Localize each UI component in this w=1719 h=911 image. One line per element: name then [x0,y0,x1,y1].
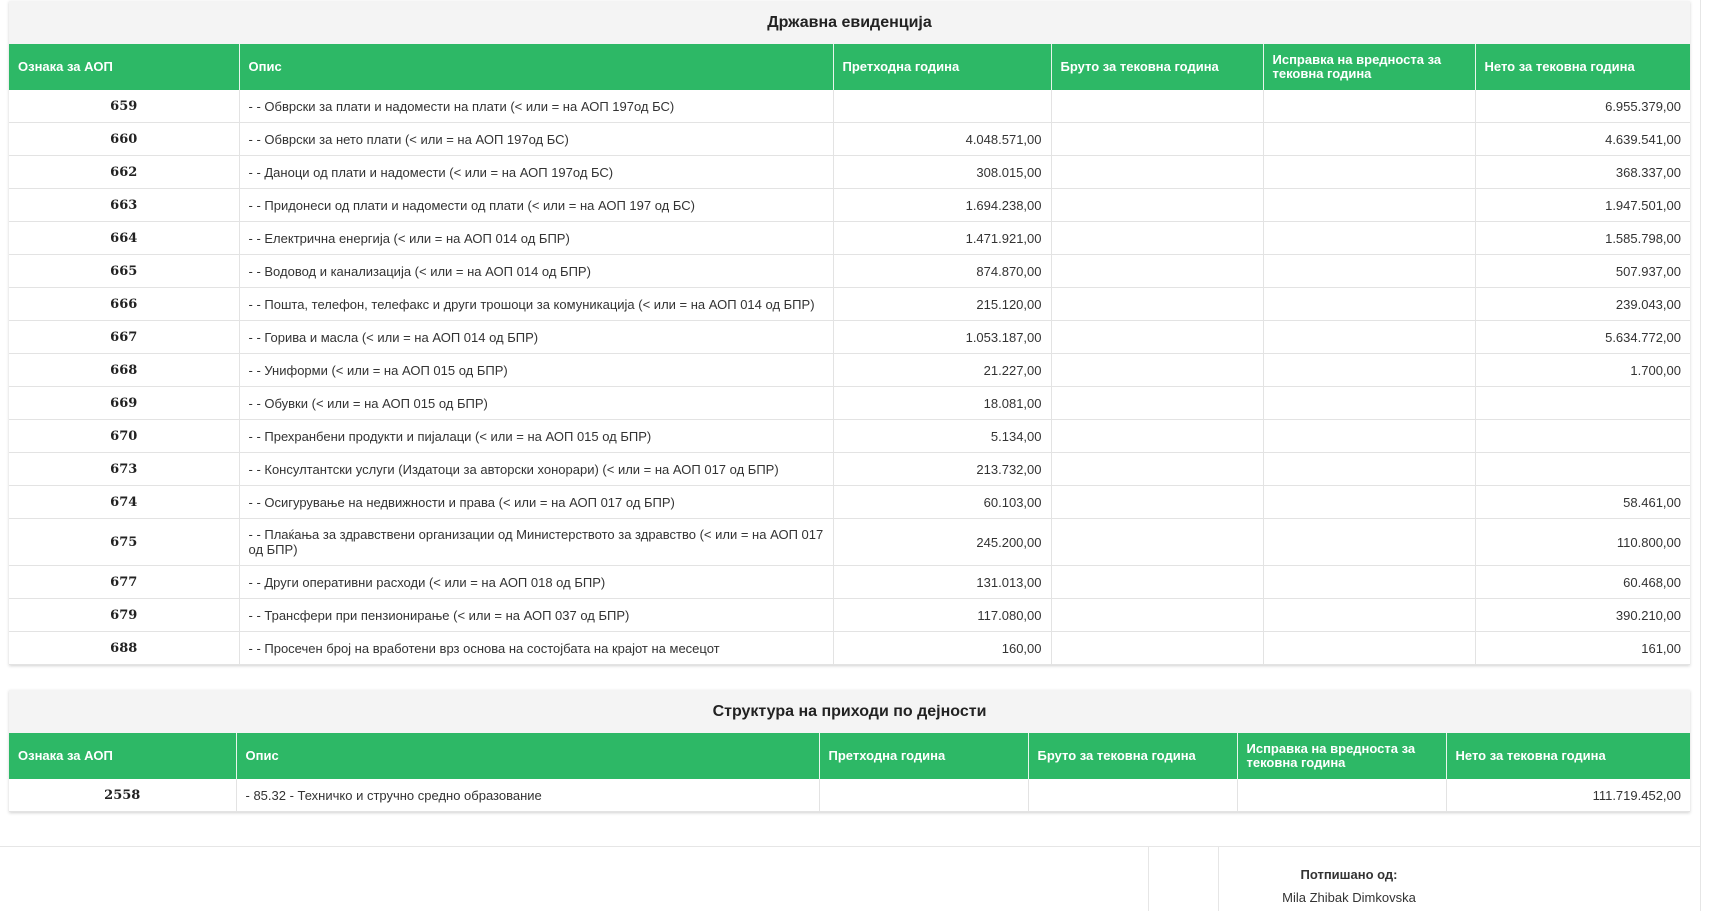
value-correction-cell [1263,519,1475,566]
previous-year-cell: 131.013,00 [833,566,1051,599]
table-row [9,156,1690,189]
net-current-year-cell: 161,00 [1475,632,1690,665]
gross-current-year-cell [1051,486,1263,519]
table-row [9,288,1690,321]
net-current-year-cell: 5.634.772,00 [1475,321,1690,354]
table-row [9,486,1690,519]
value-correction-cell [1263,486,1475,519]
signer-name: Mila Zhibak Dimkovska [1282,890,1416,905]
value-correction-cell [1263,156,1475,189]
previous-year-cell: 21.227,00 [833,354,1051,387]
previous-year-cell: 308.015,00 [833,156,1051,189]
previous-year-cell: 1.471.921,00 [833,222,1051,255]
description-cell: - - Даноци од плати и надомести (< или = на АОП 197од БС) [239,156,833,189]
value-correction-cell [1263,123,1475,156]
value-correction-cell [1263,222,1475,255]
previous-year-cell: 1.053.187,00 [833,321,1051,354]
gross-current-year-cell [1051,453,1263,486]
table-row [9,632,1690,665]
previous-year-cell: 117.080,00 [833,599,1051,632]
description-cell: - 85.32 - Техничко и стручно средно образование [236,779,819,812]
net-current-year-cell: 60.468,00 [1475,566,1690,599]
description-cell: - - Придонеси од плати и надомести од плати (< или = на АОП 197 од БС) [239,189,833,222]
net-current-year-cell: 507.937,00 [1475,255,1690,288]
aop-cell: 688 [9,632,239,665]
net-current-year-cell: 239.043,00 [1475,288,1690,321]
aop-cell: 660 [9,123,239,156]
aop-cell: 673 [9,453,239,486]
gross-current-year-cell [1051,90,1263,123]
gross-current-year-cell [1051,321,1263,354]
state-records-panel [9,1,1690,665]
aop-cell: 662 [9,156,239,189]
previous-year-cell: 60.103,00 [833,486,1051,519]
net-current-year-cell: 1.947.501,00 [1475,189,1690,222]
aop-cell: 674 [9,486,239,519]
gross-current-year-cell [1051,222,1263,255]
section-title: Структура на приходи по дејности [9,690,1690,733]
footer-column-divider [1148,846,1149,911]
col-header-value-correction: Исправка на вредноста за тековна година [1263,44,1475,90]
previous-year-cell: 1.694.238,00 [833,189,1051,222]
table-row [9,519,1690,566]
net-current-year-cell: 111.719.452,00 [1446,779,1690,812]
net-current-year-cell [1475,387,1690,420]
description-cell: - - Консултантски услуги (Издатоци за авторски хонорари) (< или = на АОП 017 од БПР) [239,453,833,486]
value-correction-cell [1263,453,1475,486]
gross-current-year-cell [1051,632,1263,665]
description-cell: - - Униформи (< или = на АОП 015 од БПР) [239,354,833,387]
aop-cell: 668 [9,354,239,387]
net-current-year-cell: 1.585.798,00 [1475,222,1690,255]
aop-cell: 659 [9,90,239,123]
table-row [9,453,1690,486]
net-current-year-cell: 368.337,00 [1475,156,1690,189]
previous-year-cell: 215.120,00 [833,288,1051,321]
value-correction-cell [1263,387,1475,420]
previous-year-cell: 245.200,00 [833,519,1051,566]
table-row [9,420,1690,453]
previous-year-cell: 874.870,00 [833,255,1051,288]
col-header-description: Опис [236,733,819,779]
gross-current-year-cell [1051,189,1263,222]
table-row [9,123,1690,156]
table-row [9,90,1690,123]
net-current-year-cell: 1.700,00 [1475,354,1690,387]
net-current-year-cell [1475,453,1690,486]
table-row [9,189,1690,222]
previous-year-cell: 4.048.571,00 [833,123,1051,156]
col-header-previous-year: Претходна година [833,44,1051,90]
aop-cell: 665 [9,255,239,288]
col-header-gross-current-year: Бруто за тековна година [1028,733,1237,779]
income-structure-table [9,733,1690,812]
net-current-year-cell: 390.210,00 [1475,599,1690,632]
col-header-net-current-year: Нето за тековна година [1446,733,1690,779]
aop-cell: 669 [9,387,239,420]
net-current-year-cell [1475,420,1690,453]
description-cell: - - Водовод и канализација (< или = на АОП 014 од БПР) [239,255,833,288]
table-row [9,387,1690,420]
aop-cell: 664 [9,222,239,255]
gross-current-year-cell [1051,255,1263,288]
description-cell: - - Обврски за нето плати (< или = на АОП 197од БС) [239,123,833,156]
income-structure-panel [9,690,1690,812]
description-cell: - - Други оперативни расходи (< или = на АОП 018 од БПР) [239,566,833,599]
net-current-year-cell: 58.461,00 [1475,486,1690,519]
col-header-aop: Ознака за АОП [9,44,239,90]
table-row [9,255,1690,288]
net-current-year-cell: 4.639.541,00 [1475,123,1690,156]
value-correction-cell [1263,599,1475,632]
col-header-description: Опис [239,44,833,90]
signed-by-label: Потпишано од: [1300,867,1398,882]
value-correction-cell [1263,321,1475,354]
net-current-year-cell: 110.800,00 [1475,519,1690,566]
table-row [9,222,1690,255]
aop-cell: 663 [9,189,239,222]
table-row [9,321,1690,354]
state-records-table [9,44,1690,665]
gross-current-year-cell [1028,779,1237,812]
gross-current-year-cell [1051,599,1263,632]
description-cell: - - Осигурување на недвижности и права (< или = на АОП 017 од БПР) [239,486,833,519]
gross-current-year-cell [1051,156,1263,189]
col-header-previous-year: Претходна година [819,733,1028,779]
previous-year-cell: 5.134,00 [833,420,1051,453]
table-header-row [9,733,1690,779]
page-edge-divider [1700,0,1701,911]
col-header-net-current-year: Нето за тековна година [1475,44,1690,90]
aop-cell: 667 [9,321,239,354]
table-row [9,599,1690,632]
table-row [9,566,1690,599]
previous-year-cell [819,779,1028,812]
gross-current-year-cell [1051,123,1263,156]
gross-current-year-cell [1051,566,1263,599]
col-header-value-correction: Исправка на вредноста за тековна година [1237,733,1446,779]
value-correction-cell [1263,189,1475,222]
previous-year-cell: 18.081,00 [833,387,1051,420]
aop-cell: 666 [9,288,239,321]
gross-current-year-cell [1051,354,1263,387]
table-row [9,779,1690,812]
description-cell: - - Обврски за плати и надомести на плати (< или = на АОП 197од БС) [239,90,833,123]
aop-cell: 670 [9,420,239,453]
value-correction-cell [1263,288,1475,321]
aop-cell: 2558 [9,779,236,812]
table-header-row [9,44,1690,90]
description-cell: - - Горива и масла (< или = на АОП 014 од БПР) [239,321,833,354]
gross-current-year-cell [1051,288,1263,321]
section-title: Државна евиденција [9,1,1690,44]
previous-year-cell [833,90,1051,123]
gross-current-year-cell [1051,519,1263,566]
gross-current-year-cell [1051,387,1263,420]
value-correction-cell [1263,90,1475,123]
description-cell: - - Прехранбени продукти и пијалаци (< или = на АОП 015 од БПР) [239,420,833,453]
gross-current-year-cell [1051,420,1263,453]
aop-cell: 675 [9,519,239,566]
value-correction-cell [1263,420,1475,453]
value-correction-cell [1263,566,1475,599]
description-cell: - - Пошта, телефон, телефакс и други трошоци за комуникација (< или = на АОП 014 од БПР) [239,288,833,321]
description-cell: - - Електрична енергија (< или = на АОП 014 од БПР) [239,222,833,255]
description-cell: - - Обувки (< или = на АОП 015 од БПР) [239,387,833,420]
description-cell: - - Плаќања за здравствени организации од Министерството за здравство (< или = на АОП 017 од БПР) [239,519,833,566]
value-correction-cell [1263,354,1475,387]
description-cell: - - Трансфери при пензионирање (< или = на АОП 037 од БПР) [239,599,833,632]
previous-year-cell: 213.732,00 [833,453,1051,486]
previous-year-cell: 160,00 [833,632,1051,665]
description-cell: - - Просечен број на вработени врз основа на состојбата на крајот на месецот [239,632,833,665]
col-header-gross-current-year: Бруто за тековна година [1051,44,1263,90]
value-correction-cell [1263,255,1475,288]
table-row [9,354,1690,387]
value-correction-cell [1237,779,1446,812]
value-correction-cell [1263,632,1475,665]
col-header-aop: Ознака за АОП [9,733,236,779]
aop-cell: 677 [9,566,239,599]
aop-cell: 679 [9,599,239,632]
net-current-year-cell: 6.955.379,00 [1475,90,1690,123]
footer-divider [0,846,1700,847]
